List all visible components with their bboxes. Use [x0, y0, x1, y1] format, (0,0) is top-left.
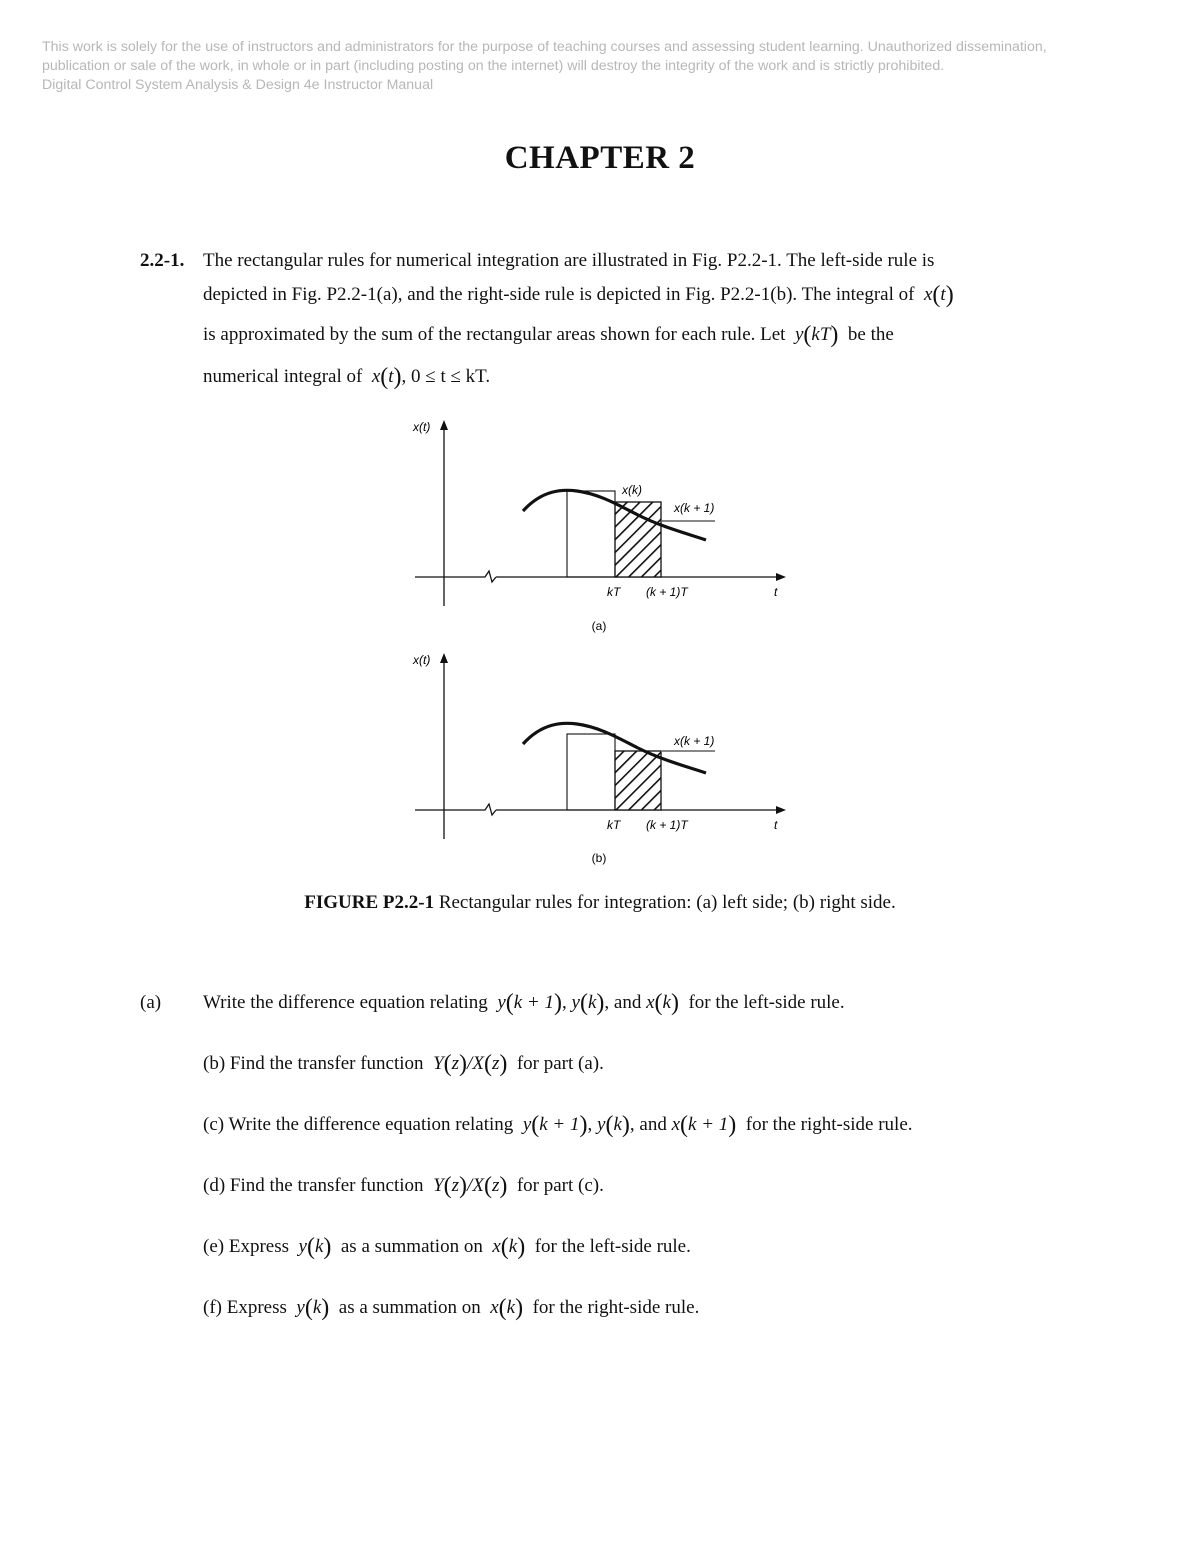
math-y-of-kT: y(kT) — [790, 322, 839, 348]
copyright-notice — [42, 38, 1172, 95]
panel-tag-a: (a) — [591, 619, 607, 633]
math-y-k-plus-1: y(k + 1) — [518, 1112, 588, 1138]
label-x-k1: x(k + 1) — [674, 734, 715, 748]
problem-line-3 — [203, 324, 894, 346]
x-axis-arrow-icon — [776, 573, 786, 581]
math-transfer-function: Y(z)/X(z) — [428, 1051, 508, 1077]
math-x-of-t: x(t) — [919, 282, 954, 308]
figure-panel-a — [400, 410, 800, 640]
question-a: Write the difference equation relating y(k + 1), y(k), and x(k) for the left-side rule. — [203, 990, 845, 1016]
question-c: (c) Write the difference equation relating y(k + 1), y(k), and x(k + 1) for the right-side rule. — [203, 1112, 913, 1138]
label-t-axis: t — [774, 818, 778, 832]
question-b-post: for part (a). — [516, 1053, 604, 1074]
math-x-k: x(k) — [487, 1234, 526, 1260]
question-e — [203, 1236, 691, 1258]
question-c-post: for the right-side rule. — [745, 1114, 913, 1135]
figure-caption — [0, 892, 1200, 914]
math-y-k: y(k) — [293, 1234, 332, 1260]
question-f-post: for the right-side rule. — [532, 1297, 700, 1318]
question-b — [203, 1053, 604, 1075]
figure-caption-text: Rectangular rules for integration: (a) left side; (b) right side. — [434, 892, 896, 913]
question-a-pre: Write the difference equation relating — [203, 992, 488, 1013]
y-axis-arrow-icon — [440, 653, 448, 663]
math-y-k-plus-1: y(k + 1) — [492, 990, 563, 1016]
math-y-k: y(k) — [571, 990, 605, 1016]
problem-line-3-pre: is approximated by the sum of the rectangular areas shown for each rule. Let — [203, 324, 786, 345]
question-f-pre: (f) Express — [203, 1297, 287, 1318]
question-d-pre: (d) Find the transfer function — [203, 1175, 424, 1196]
notice-line-3: Digital Control System Analysis & Design 4e Instructor Manual — [42, 77, 434, 93]
chapter-title: CHAPTER 2 — [504, 140, 696, 176]
figure-caption-label: FIGURE P2.2-1 — [304, 892, 435, 913]
question-a-post: for the left-side rule. — [688, 992, 845, 1013]
label-y-axis: x(t) — [413, 653, 431, 667]
notice-line-1: This work is solely for the use of instructors and administrators for the purpose of teaching courses and assessing student learning. Unauthorized dissemination, — [42, 39, 1047, 55]
previous-rectangle — [567, 734, 615, 810]
x-axis-left — [415, 804, 496, 815]
problem-line-2 — [203, 284, 954, 306]
label-x-k1: x(k + 1) — [674, 501, 715, 515]
question-f — [203, 1297, 699, 1319]
problem-line-2-text: depicted in Fig. P2.2-1(a), and the right-side rule is depicted in Fig. P2.2-1(b). The integral of — [203, 284, 915, 305]
math-y-k: y(k) — [291, 1295, 330, 1321]
panel-tag-b: (b) — [591, 851, 607, 865]
y-axis-arrow-icon — [440, 420, 448, 430]
x-axis-arrow-icon — [776, 806, 786, 814]
math-x-k: x(k) — [485, 1295, 524, 1321]
problem-line-4 — [203, 366, 490, 388]
question-f-mid: as a summation on — [338, 1297, 481, 1318]
figure-panel-b — [400, 643, 800, 873]
math-transfer-function: Y(z)/X(z) — [428, 1173, 508, 1199]
notice-line-2: publication or sale of the work, in whole or in part (including posting on the internet) will destroy the integrity of the work and is strictly prohibited. — [42, 58, 945, 74]
problem-line-4-pre: numerical integral of — [203, 366, 363, 387]
question-e-post: for the left-side rule. — [534, 1236, 691, 1257]
question-e-pre: (e) Express — [203, 1236, 289, 1257]
question-d — [203, 1175, 604, 1197]
label-x-k: x(k) — [622, 483, 642, 497]
problem-line-3-post: be the — [847, 324, 894, 345]
label-t-axis: t — [774, 585, 778, 599]
label-k1T: (k + 1)T — [646, 585, 688, 599]
label-kT: kT — [607, 585, 621, 599]
question-c-pre: (c) Write the difference equation relating — [203, 1114, 514, 1135]
question-d-post: for part (c). — [516, 1175, 604, 1196]
x-axis-left — [415, 571, 496, 582]
label-k1T: (k + 1)T — [646, 818, 688, 832]
question-b-pre: (b) Find the transfer function — [203, 1053, 424, 1074]
math-x-of-t-2: x(t) — [367, 364, 402, 390]
label-y-axis: x(t) — [413, 420, 431, 434]
problem-line-1: The rectangular rules for numerical integration are illustrated in Fig. P2.2-1. The left-side rule is — [203, 250, 935, 271]
question-e-mid: as a summation on — [340, 1236, 483, 1257]
math-y-k: y(k) — [597, 1112, 630, 1138]
previous-rectangle — [567, 491, 615, 577]
math-x-k: x(k) — [646, 990, 679, 1016]
problem-number: 2.2-1. — [140, 250, 185, 271]
math-x-k-plus-1: x(k + 1) — [671, 1112, 737, 1138]
label-kT: kT — [607, 818, 621, 832]
hatched-rectangle — [615, 751, 661, 810]
question-a-label: (a) — [140, 992, 162, 1013]
problem-line-4-range: , 0 ≤ t ≤ kT. — [401, 366, 491, 387]
